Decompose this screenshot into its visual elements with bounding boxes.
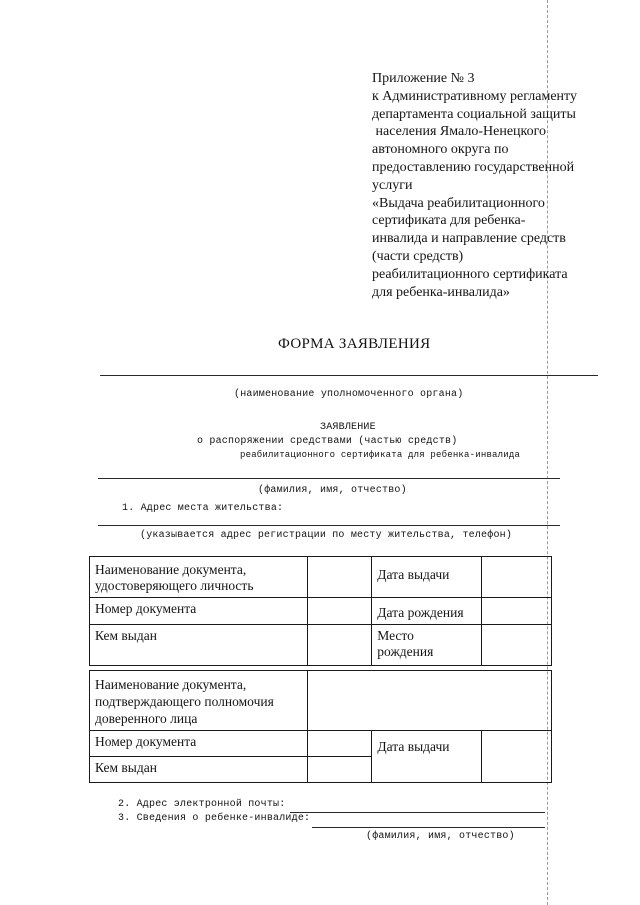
header-line: (части средств) — [372, 248, 464, 264]
identity-issue-date-label: Дата выдачи — [372, 557, 482, 598]
applicant-fio-caption: (фамилия, имя, отчество) — [258, 485, 407, 496]
rep-doc-name-cell[interactable] — [307, 671, 551, 731]
header-line: населения Ямало-Ненецкого — [372, 124, 547, 140]
form-title: ФОРМА ЗАЯВЛЕНИЯ — [278, 336, 431, 352]
identity-doc-number-cell[interactable] — [307, 598, 372, 625]
statement-line-2: реабилитационного сертификата для ребенка-инвалида — [240, 450, 521, 460]
identity-doc-number-label: Номер документа — [90, 598, 308, 625]
birth-date-cell[interactable] — [482, 598, 552, 625]
address-underline — [98, 525, 560, 526]
authority-caption: (наименование уполномоченного органа) — [234, 389, 464, 400]
authority-underline — [100, 375, 598, 376]
address-label: 1. Адрес места жительства: — [122, 503, 284, 514]
header-line: сертификата для ребенка- — [372, 213, 526, 229]
representative-document-table — [89, 670, 552, 783]
appendix-header — [372, 70, 612, 301]
statement-line-1: о распоряжении средствами (частью средств) — [197, 436, 458, 447]
header-line: услуги — [372, 177, 413, 193]
identity-issued-by-cell[interactable] — [307, 625, 372, 666]
rep-doc-number-label: Номер документа — [90, 731, 308, 757]
rep-doc-number-cell[interactable] — [307, 731, 372, 757]
identity-document-table — [89, 556, 552, 666]
header-line: предоставлению государственной — [372, 159, 575, 175]
header-line: для ребенка-инвалида» — [372, 284, 510, 300]
rep-issued-by-cell[interactable] — [307, 757, 372, 783]
identity-issue-date-cell[interactable] — [482, 557, 552, 598]
applicant-fio-underline — [98, 478, 560, 479]
rep-issue-date-label: Дата выдачи — [372, 731, 482, 783]
birth-date-label: Дата рождения — [372, 598, 482, 625]
rep-issue-date-cell[interactable] — [482, 731, 552, 783]
email-underline — [290, 812, 545, 813]
header-line: Приложение № 3 — [372, 71, 475, 86]
header-line: к Административному регламенту — [372, 88, 577, 104]
rep-issued-by-label: Кем выдан — [90, 757, 308, 783]
child-info-label: 3. Сведения о ребенке-инвалиде: — [118, 813, 311, 824]
identity-issued-by-label: Кем выдан — [90, 625, 308, 666]
header-line: реабилитационного сертификата — [372, 266, 568, 282]
identity-doc-name-label: Наименование документа, удостоверяющего личность — [90, 557, 308, 598]
header-line: департамента социальной защиты — [372, 106, 576, 122]
email-label: 2. Адрес электронной почты: — [118, 799, 286, 810]
child-fio-caption: (фамилия, имя, отчество) — [366, 831, 515, 842]
statement-title: ЗАЯВЛЕНИЕ — [320, 422, 376, 433]
identity-doc-name-cell[interactable] — [307, 557, 372, 598]
header-line: «Выдача реабилитационного — [372, 195, 545, 211]
birth-place-label: Место рождения — [372, 625, 482, 666]
header-line: автономного округа по — [372, 142, 509, 158]
child-info-underline — [312, 827, 545, 828]
birth-place-cell[interactable] — [482, 625, 552, 666]
rep-doc-name-label: Наименование документа, подтверждающего полномочия доверенного лица — [90, 671, 308, 731]
address-caption: (указывается адрес регистрации по месту жительства, телефон) — [140, 530, 513, 541]
header-line: инвалида и направление средств — [372, 231, 566, 247]
